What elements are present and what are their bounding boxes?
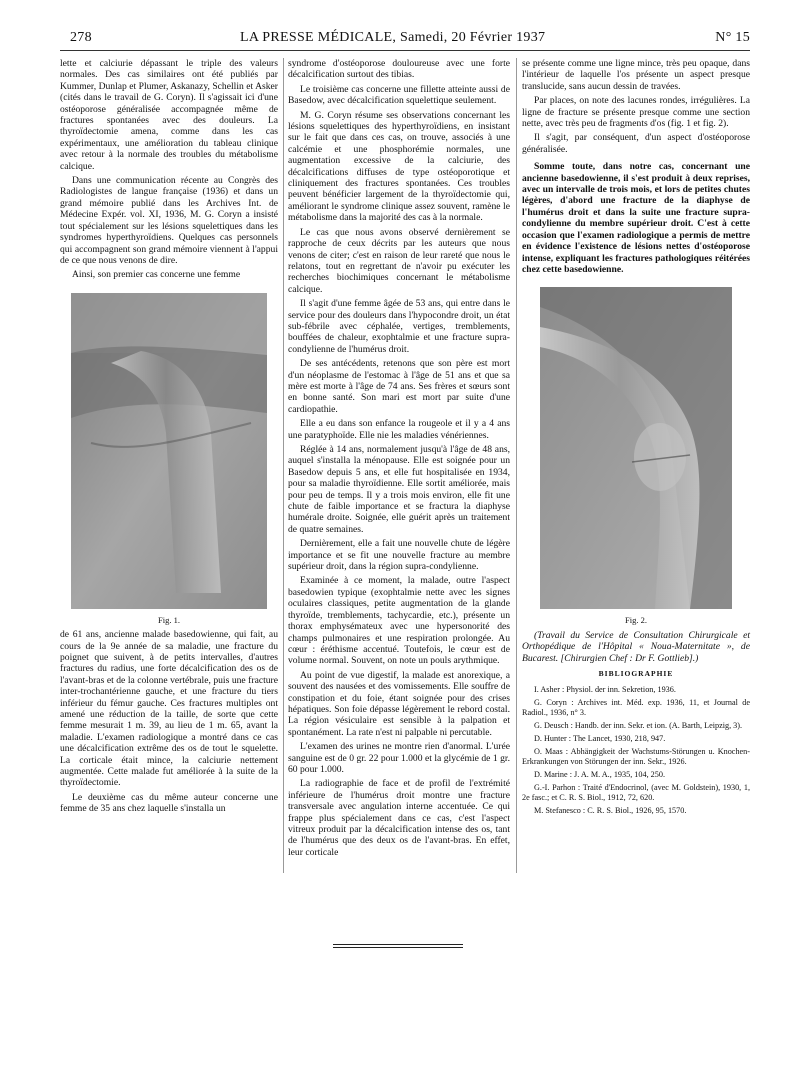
bibliography-entry: G.-I. Parhon : Traité d'Endocrinol, (avec M. Goldstein), 1930, 1, 2e fasc.; et C. R. S. Biol., 1912, 72, 620. [522, 783, 750, 803]
journal-title: LA PRESSE MÉDICALE, Samedi, 20 Février 1937 [240, 30, 546, 45]
figure-caption: Fig. 2. [625, 615, 647, 626]
paragraph: se présente comme une ligne mince, très peu opaque, dans l'intérieur de laquelle l'os présente un aspect presque translucide, sans aucun dessin de travées. [522, 58, 750, 92]
bibliography-title: BIBLIOGRAPHIE [598, 668, 674, 678]
paragraph: Réglée à 14 ans, normalement jusqu'à l'âge de 48 ans, auquel s'installa la ménopause. Elle est soignée pour un Basedow depuis 5 ans, et elle fut hospitalisée en 1934, pour sa maladie thyroïdienne. Elle sortit améliorée, mais pour peu de temps. Il y a trois mois environ, elle fit une chute de faible importance et se fractura la diaphyse humérale droite. Soignée, elle guérit après un traitement de quatre semaines. [288, 444, 510, 535]
paragraph: syndrome d'ostéoporose douloureuse avec une forte décalcification surtout des tibias. [288, 58, 510, 81]
paragraph: Il s'agit, par conséquent, d'un aspect d'ostéoporose généralisée. [522, 132, 750, 155]
column-1 [60, 58, 278, 818]
paragraph: M. G. Coryn résume ses observations concernant les lésions squelettiques des hyperthyroïdiens, en insistant sur le fait que dans ces cas, on trouve, associés à une calcémie et une phosphorémie normales, une augmentation excessive de la calciurie, des décalcifications diffuses de type ostéoporotique et cliniquement des fractures spontanées. Ces troubles peuvent bénéficier largement de la thyroïdectomie qui, améliorant le syndrome clinique assez souvent, ramène le métabolisme dans la majorité des cas à la normale. [288, 109, 510, 224]
bibliography-entry: G. Deusch : Handb. der inn. Sekr. et ion. (A. Barth, Leipzig, 3). [534, 721, 743, 731]
paragraph: L'examen des urines ne montre rien d'anormal. L'urée sanguine est de 0 gr. 22 pour 1.000 et la glycémie de 1 gr. 60 pour 1.000. [288, 741, 510, 775]
xray-image [71, 293, 267, 609]
paragraph: Ainsi, son premier cas concerne une femme [72, 269, 241, 281]
bibliography-entry: D. Hunter : The Lancet, 1930, 218, 947. [534, 734, 666, 744]
column-divider [516, 58, 517, 873]
end-rule [333, 947, 463, 948]
page-number: 278 [70, 30, 92, 45]
paragraph: Dans une communication récente au Congrès des Radiologistes de langue française (1936) et dans un grand mémoire publié dans les Archives Int. de Médecine Expér. vol. XI, 1936, M. G. Coryn a insisté tout spécialement sur les lésions squelettiques dans les syndromes hyperthyroïdiens. Quelques cas personnels qui accompagnent son grand mémoire viennent à l'appui de ce que nous venons de dire. [60, 175, 278, 266]
paragraph: De ses antécédents, retenons que son père est mort d'un néoplasme de l'estomac à l'âge de 51 ans et que sa mère est morte à l'âge de 74 ans. Ses frères et sœurs sont en bonne santé. Son mari est mort par suite d'une cardiopathie. [288, 358, 510, 415]
bibliography-list [522, 685, 750, 816]
paragraph: Elle a eu dans son enfance la rougeole et il y a 4 ans une paratyphoïde. Elle nie les maladies vénériennes. [288, 418, 510, 441]
xray-image [540, 287, 732, 609]
column-divider [283, 58, 284, 873]
credit-note: (Travail du Service de Consultation Chirurgicale et Orthopédique de l'Hôpital « Noua-Maternitate », de Bucarest. [Chirurgien Chef : Dr F. Gottlieb].) [522, 629, 750, 664]
paragraph: de 61 ans, ancienne malade basedowienne, qui fait, au cours de la 9e année de sa maladie, une fracture du poignet que suivent, à de petits intervalles, d'autres fractures du radius, une forte décalcification des os de l'avant-bras et de la colonne vertébrale, puis une fracture inter-trochantérienne gauche, et une fracture du tiers inférieur du fémur gauche. Ces fractures multiples ont amené une réduction de la taille, de sorte que cette femme mesurait 1 m. 39, au lieu de 1 m. 65, avant la maladie. L'examen radiologique a montré dans ce cas une décalcification extrême des os de tout le squelette. La corticale était mince, la calciurie nettement augmentée. Cette malade fut améliorée à la suite de la thyroïdectomie. [60, 629, 278, 789]
paragraph: Il s'agit d'une femme âgée de 53 ans, qui entre dans le service pour des douleurs dans l'hypocondre droit, un état sub-fébrile avec céphalée, vertiges, tremblements, bouffées de chaleur, exophtalmie et une fracture supra-condylienne de l'humérus droit. [288, 298, 510, 355]
paragraph: Dernièrement, elle a fait une nouvelle chute de légère importance et se fit une nouvelle fracture au membre supérieur droit, dans la région supra-condylienne. [288, 538, 510, 573]
paragraph: Le deuxième cas du même auteur concerne une femme de 35 ans chez laquelle s'installa un [60, 791, 278, 815]
bibliography-entry: G. Coryn : Archives int. Méd. exp. 1936, 11, et Journal de Radiol., 1936, n° 3. [522, 698, 750, 718]
figure-caption: Fig. 1. [158, 614, 180, 625]
bibliography-entry: I. Asher : Physiol. der inn. Sekretion, 1936. [534, 685, 676, 695]
xray-figure-1 [71, 293, 267, 609]
paragraph: Au point de vue digestif, la malade est anorexique, a souvent des nausées et des vomissements. Elle souffre de constipation et du foie, étant soignée pour des crises hépatiques. Son foie dépasse légèrement le rebord costal. La région vésiculaire est sensible à la palpation et spontanément. La rate n'est ni palpable ni percutable. [288, 669, 510, 738]
paragraph: lette et calciurie dépassant le triple des valeurs normales. Des cas similaires ont été publiés par Kummer, Dunlap et Plumer, Askanazy, Schellin et Asker (cités dans le travail de G. Coryn). Il s'agissait ici d'une ostéoporose généralisée accompagnée même de fractures spontanées avec des douleurs. La thyroïdectomie amena, comme dans les cas expérimentaux, une amélioration du tableau clinique avec retour à la normale des troubles du métabolisme calcique. [60, 58, 278, 172]
paragraph: Le cas que nous avons observé dernièrement se rapproche de ceux décrits par les auteurs que nous venons de citer; c'est en raison de leur rareté que nous le relatons, tout en regrettant de n'avoir pu exécuter les recherches biochimiques concernant le métabolisme calcique. [288, 226, 510, 295]
bibliography-entry: M. Stefanesco : C. R. S. Biol., 1926, 95, 1570. [534, 806, 687, 816]
paragraph: Le troisième cas concerne une fillette atteinte aussi de Basedow, avec décalcification squelettique seulement. [288, 83, 510, 107]
column-3 [522, 58, 750, 819]
xray-figure-2 [540, 287, 732, 609]
paragraph: Par places, on note des lacunes rondes, irrégulières. La ligne de fracture se présente presque comme une section nette, avec très peu de fragments d'os (fig. 1 et fig. 2). [522, 95, 750, 130]
column-2 [288, 58, 510, 861]
issue-number: N° 15 [715, 30, 750, 45]
header-rule [60, 50, 750, 51]
bibliography-entry: D. Marine : J. A. M. A., 1935, 104, 250. [534, 770, 665, 780]
page-header [60, 28, 750, 50]
bibliography-entry: O. Maas : Abhängigkeit der Wachstums-Störungen u. Knochen-Erkrankungen von Störungen der inn. Sekr., 1926. [522, 747, 750, 767]
end-rule [333, 944, 463, 945]
paragraph: La radiographie de face et de profil de l'extrémité inférieure de l'humérus droit montre une fracture transversale avec angulation interne accentuée. Ce qui frappe plus spécialement dans ce cas, c'est l'aspect vitreux produit par la décalcification intense des os, tant de l'humérus que des deux os de l'avant-bras. En effet, leur corticale [288, 778, 510, 858]
paragraph: Examinée à ce moment, la malade, outre l'aspect basedowien typique (exophtalmie nette avec les signes oculaires classiques, petite augmentation de la glande thyroïde, tremblements, tachycardie, etc.), présente un thorax emphysémateux avec une hypersonorité des champs pulmonaires et une respiration prolongée. Au cœur : éréthisme accentué. Toutefois, le cœur est de volume normal. Souvent, on note un pouls arythmique. [288, 575, 510, 667]
conclusion-paragraph: Somme toute, dans notre cas, concernant une ancienne basedowienne, il s'est produit à deux reprises, avec un intervalle de trois mois, et lors de petites chutes légères, d'abord une fracture de la diaphyse de l'humérus droit et dans la suite une fracture supra-condylienne du membre supérieur droit. C'est à cette occasion que l'examen radiologique a permis de mettre en évidence l'existence de lésions nettes d'ostéoporose intense, expliquant les fractures pathologiques réitérées chez cette basedowienne. [522, 161, 750, 275]
